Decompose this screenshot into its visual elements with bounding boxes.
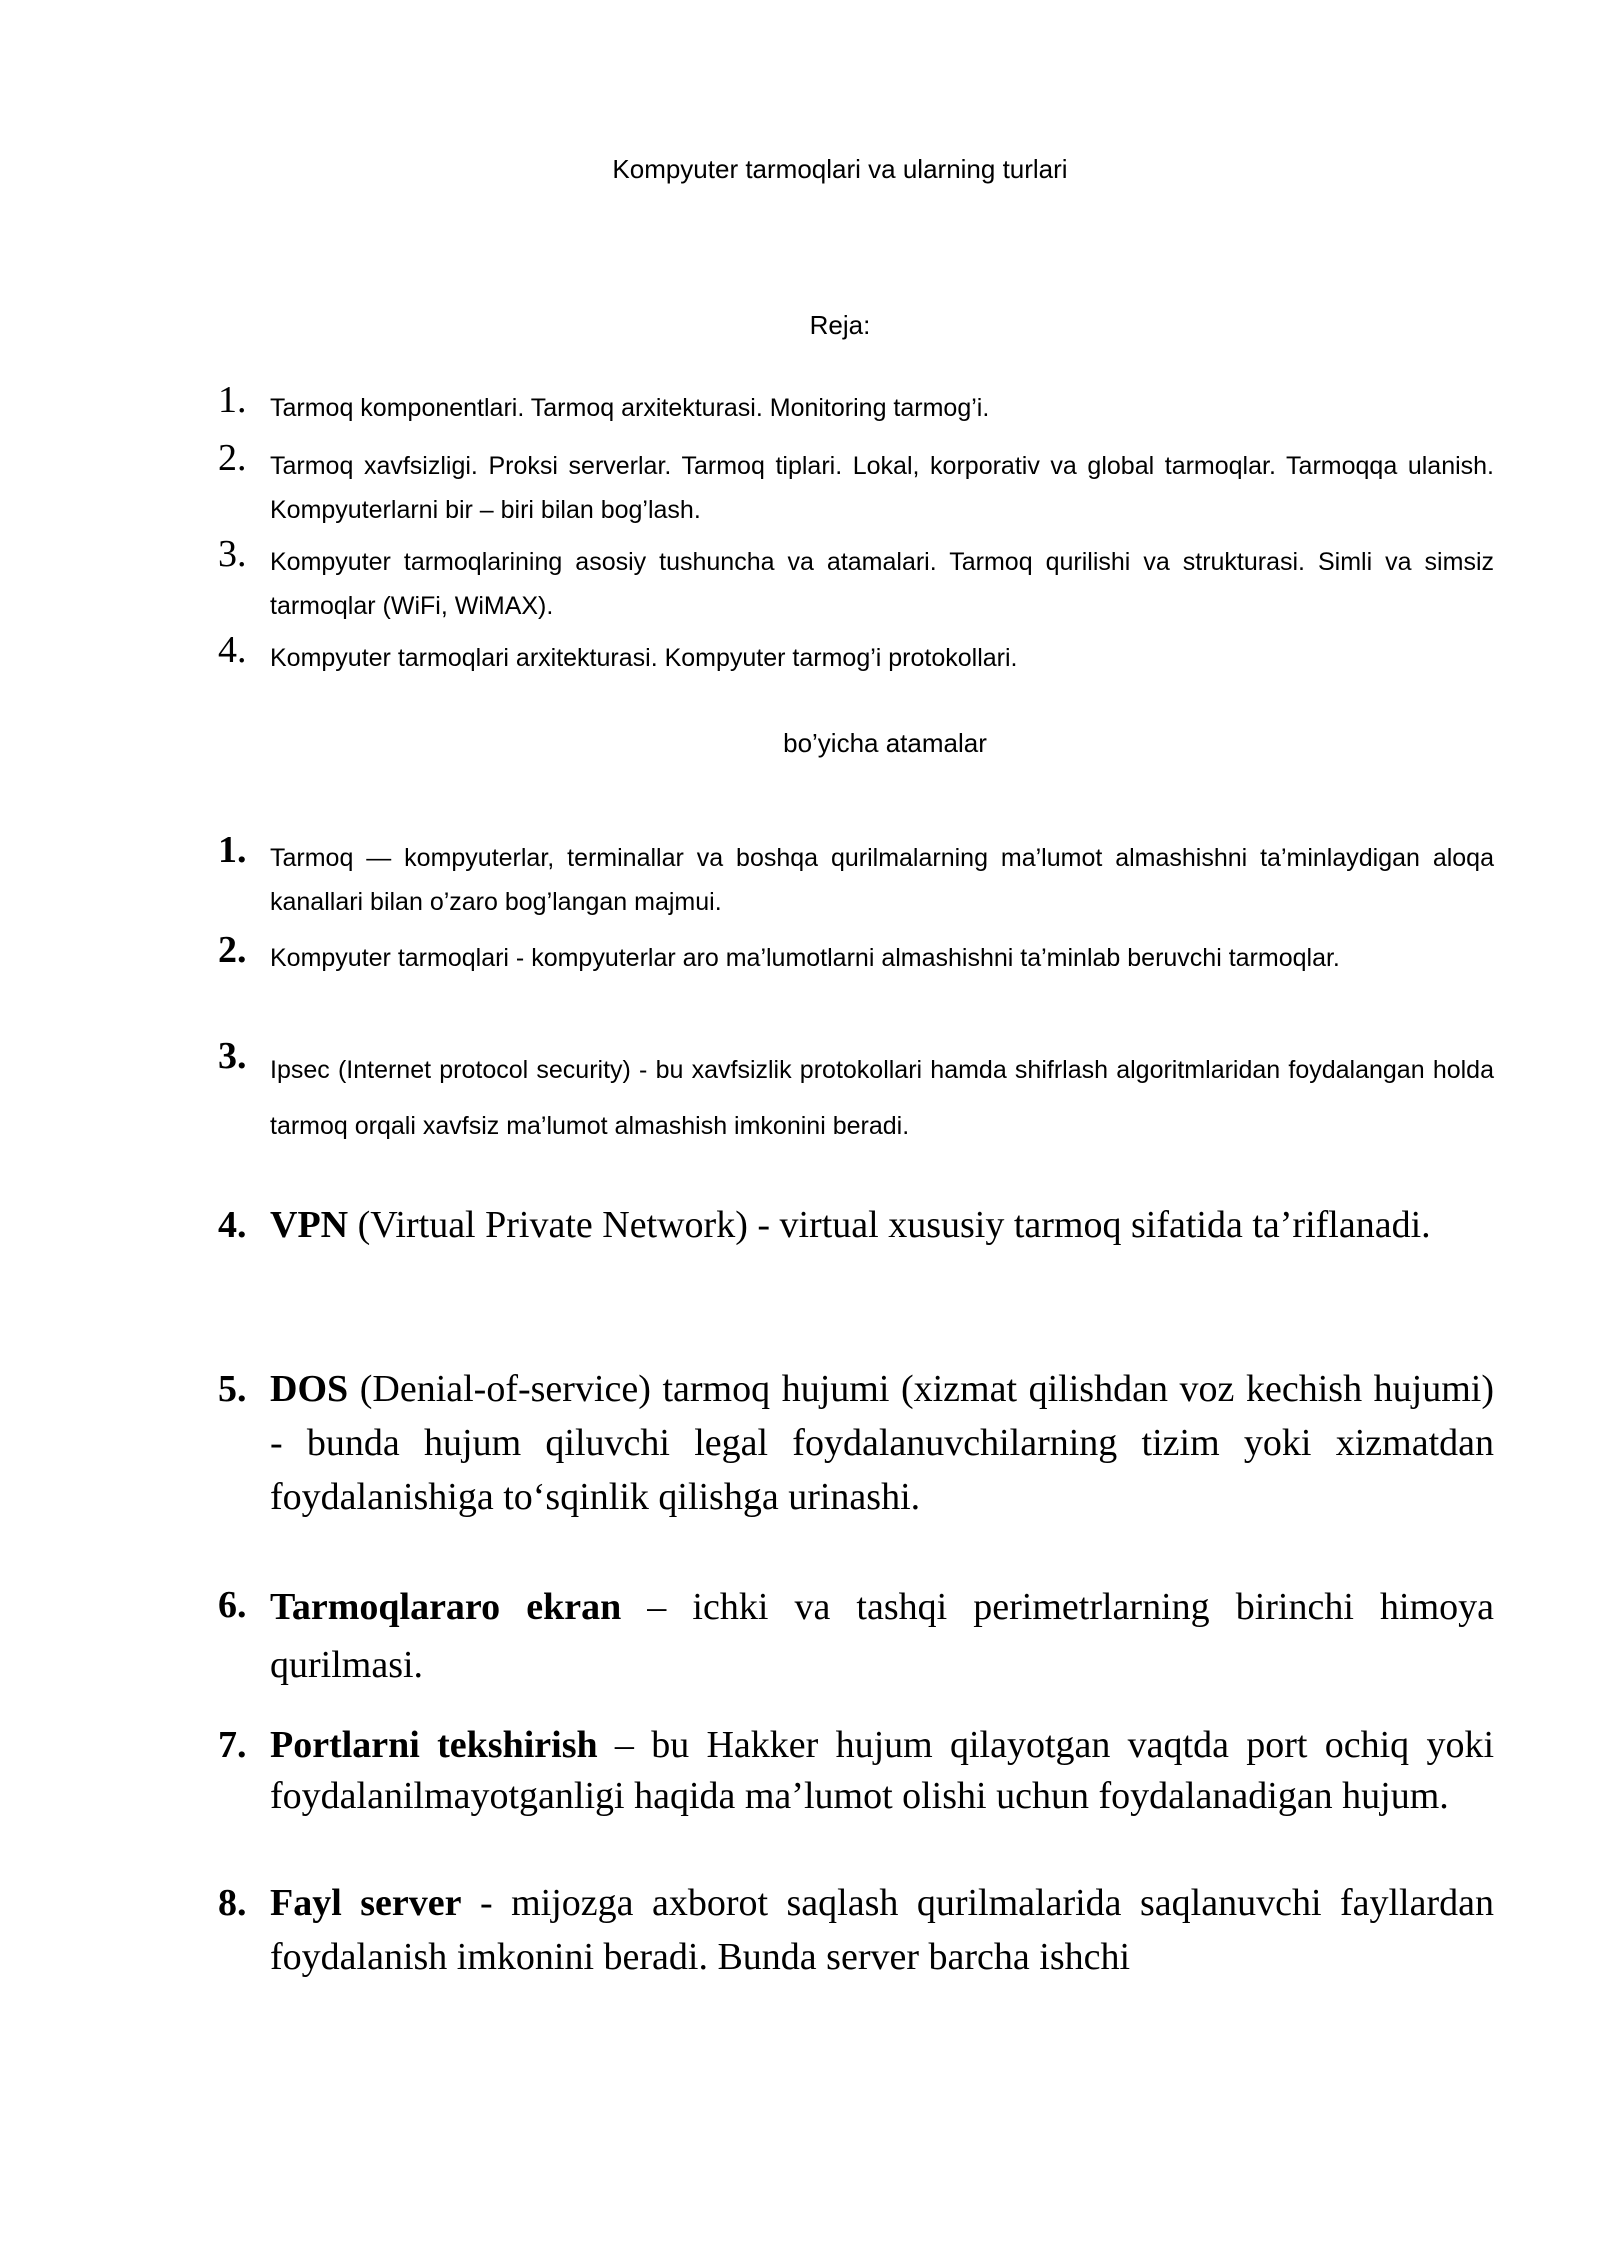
plan-heading: Reja: bbox=[809, 310, 871, 340]
term-item-6 bbox=[218, 1578, 1494, 1694]
term-text: Tarmoq — kompyuterlar, terminallar va boshqa qurilmalarning ma’lumot almashishni ta’minlaydigan aloqa kanallari bilan o’zaro bog’langan majmui. bbox=[270, 844, 1494, 916]
plan-item-number: 3. bbox=[218, 533, 247, 575]
plan-item-4 bbox=[218, 629, 1494, 680]
term-name: Fayl server bbox=[270, 1882, 462, 1924]
term-number: 7. bbox=[218, 1724, 247, 1766]
term-number: 8. bbox=[218, 1882, 247, 1924]
term-text: – bu Hakker hujum qilayotgan vaqtda port ochiq yoki foydalanilmayotganligi haqida ma’lumot olishi uchun foydalanadigan hujum. bbox=[270, 1724, 1495, 1817]
term-number: 5. bbox=[218, 1368, 247, 1410]
term-item-1 bbox=[218, 829, 1494, 924]
term-text: - mijozga axborot saqlash qurilmalarida saqlanuvchi fayllardan foydalanish imkonini beradi. Bunda server barcha ishchi bbox=[270, 1882, 1494, 1978]
plan-item-2 bbox=[218, 437, 1494, 532]
term-number: 1. bbox=[218, 829, 247, 871]
term-name: Tarmoqlararo ekran bbox=[270, 1586, 622, 1628]
plan-item-text: Tarmoq xavfsizligi. Proksi serverlar. Tarmoq tiplari. Lokal, korporativ va global tarmoqlar. Tarmoqqa ulanish. Kompyuterlarni bir – biri bilan bog’lash. bbox=[270, 452, 1494, 524]
term-number: 6. bbox=[218, 1584, 247, 1626]
plan-item-3 bbox=[218, 533, 1494, 628]
term-text: – ichki va tashqi perimetrlarning birinchi himoya qurilmasi. bbox=[270, 1586, 1494, 1686]
term-text: Ipsec (Internet protocol security) - bu xavfsizlik protokollari hamda shifrlash algoritmlaridan foydalangan holda tarmoq orqali xavfsiz ma’lumot almashish imkonini beradi. bbox=[270, 1056, 1494, 1140]
plan-item-text: Tarmoq komponentlari. Tarmoq arxitekturasi. Monitoring tarmog’i. bbox=[270, 394, 990, 422]
term-item-4 bbox=[218, 1198, 1494, 1252]
document-title: Kompyuter tarmoqlari va ularning turlari bbox=[612, 154, 1068, 184]
term-item-7 bbox=[218, 1720, 1494, 1822]
term-item-2 bbox=[218, 929, 1494, 980]
term-name: VPN bbox=[270, 1204, 349, 1246]
term-text: (Virtual Private Network) - virtual xususiy tarmoq sifatida ta’riflanadi. bbox=[348, 1204, 1431, 1246]
term-text: (Denial-of-service) tarmoq hujumi (xizmat qilishdan voz kechish hujumi) - bunda hujum qiluvchi legal foydalanuvchilarning tizim yoki xizmatdan foydalanishiga to‘sqinlik qilishga urinashi. bbox=[270, 1368, 1494, 1518]
term-number: 2. bbox=[218, 929, 247, 971]
term-number: 3. bbox=[218, 1035, 247, 1077]
plan-item-1 bbox=[218, 379, 1494, 430]
term-number: 4. bbox=[218, 1204, 247, 1246]
term-name: DOS bbox=[270, 1368, 349, 1410]
term-item-8 bbox=[218, 1876, 1494, 1984]
plan-item-number: 1. bbox=[218, 379, 247, 421]
plan-item-number: 4. bbox=[218, 629, 247, 671]
plan-item-text: Kompyuter tarmoqlarining asosiy tushuncha va atamalari. Tarmoq qurilishi va strukturasi. Simli va simsiz tarmoqlar (WiFi, WiMAX). bbox=[270, 548, 1494, 620]
terms-heading: bo’yicha atamalar bbox=[783, 728, 987, 758]
term-text: Kompyuter tarmoqlari - kompyuterlar aro ma’lumotlarni almashishni ta’minlab beruvchi tarmoqlar. bbox=[270, 944, 1340, 972]
term-item-3 bbox=[218, 1035, 1494, 1154]
term-name: Portlarni tekshirish bbox=[270, 1724, 598, 1766]
plan-item-number: 2. bbox=[218, 437, 247, 479]
plan-item-text: Kompyuter tarmoqlari arxitekturasi. Kompyuter tarmog’i protokollari. bbox=[270, 644, 1018, 672]
term-item-5 bbox=[218, 1362, 1494, 1524]
